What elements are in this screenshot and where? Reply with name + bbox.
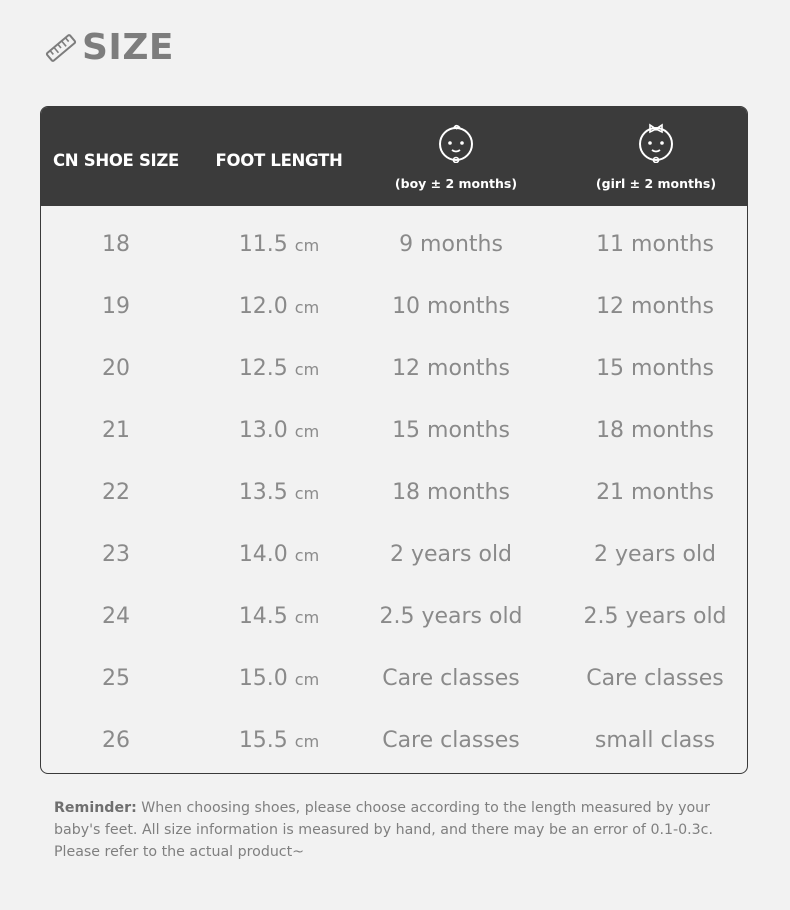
- table-row: [41, 524, 748, 586]
- baby-boy-face-icon: [435, 123, 477, 163]
- table-row: [41, 338, 748, 400]
- cell-boy-age: 2 years old: [389, 542, 513, 567]
- unit: cm: [294, 608, 320, 627]
- unit: cm: [294, 422, 320, 441]
- cell-girl-age: 12 months: [596, 294, 714, 319]
- cell-foot-length: [201, 338, 357, 400]
- cell-foot-length: [201, 214, 357, 276]
- unit: cm: [294, 670, 320, 689]
- cell-boy-age: 18 months: [392, 480, 510, 505]
- foot-length-value: 15.0: [238, 666, 288, 691]
- header-girl-label: (girl ± 2 months): [595, 176, 717, 191]
- cell-girl-age: 18 months: [596, 418, 714, 443]
- unit: cm: [294, 360, 320, 379]
- cell-foot-length: [201, 524, 357, 586]
- cell-foot-length: [201, 276, 357, 338]
- unit: cm: [294, 546, 320, 565]
- header-boy-label: (boy ± 2 months): [394, 176, 518, 191]
- page-title: SIZE: [82, 27, 175, 68]
- cell-size: 22: [102, 480, 130, 505]
- header-girl: [561, 123, 748, 191]
- foot-length-value: 13.5: [238, 480, 288, 505]
- cell-boy-age: 10 months: [392, 294, 510, 319]
- size-table: [40, 106, 748, 774]
- cell-boy-age: Care classes: [382, 728, 520, 753]
- cell-boy-age: Care classes: [382, 666, 520, 691]
- foot-length-value: 13.0: [238, 418, 288, 443]
- table-row: [41, 648, 748, 710]
- table-row: [41, 462, 748, 524]
- foot-length-value: 14.5: [238, 604, 288, 629]
- cell-boy-age: 15 months: [392, 418, 510, 443]
- cell-foot-length: [201, 586, 357, 648]
- cell-size: 20: [102, 356, 130, 381]
- cell-foot-length: [201, 710, 357, 772]
- unit: cm: [294, 298, 320, 317]
- table-header: [41, 107, 747, 206]
- size-heading: [44, 26, 174, 70]
- cell-girl-age: 11 months: [596, 232, 714, 257]
- unit: cm: [294, 236, 320, 255]
- unit: cm: [294, 732, 320, 751]
- cell-boy-age: 2.5 years old: [379, 604, 523, 629]
- cell-size: 19: [102, 294, 130, 319]
- foot-length-value: 12.0: [238, 294, 288, 319]
- cell-foot-length: [201, 462, 357, 524]
- reminder-label: Reminder:: [54, 800, 137, 816]
- reminder-text: When choosing shoes, please choose according to the length measured by your baby's feet. All size information is measured by hand, and there may be an error of 0.1-0.3c. Please refer to the actual product~: [54, 800, 713, 860]
- cell-size: 24: [102, 604, 130, 629]
- foot-length-value: 15.5: [238, 728, 288, 753]
- cell-girl-age: 21 months: [596, 480, 714, 505]
- cell-girl-age: 15 months: [596, 356, 714, 381]
- table-row: [41, 710, 748, 772]
- ruler-icon: [44, 28, 78, 68]
- cell-boy-age: 12 months: [392, 356, 510, 381]
- cell-foot-length: [201, 400, 357, 462]
- cell-size: 25: [102, 666, 130, 691]
- header-foot-length: FOOT LENGTH: [215, 151, 343, 170]
- reminder-note: [54, 797, 744, 863]
- header-cn-shoe-size: CN SHOE SIZE: [52, 151, 180, 170]
- cell-foot-length: [201, 648, 357, 710]
- unit: cm: [294, 484, 320, 503]
- cell-size: 18: [102, 232, 130, 257]
- cell-girl-age: 2 years old: [593, 542, 717, 567]
- table-row: [41, 276, 748, 338]
- cell-girl-age: Care classes: [586, 666, 724, 691]
- foot-length-value: 14.0: [238, 542, 288, 567]
- cell-girl-age: small class: [594, 728, 716, 753]
- cell-size: 23: [102, 542, 130, 567]
- cell-size: 21: [102, 418, 130, 443]
- cell-size: 26: [102, 728, 130, 753]
- table-row: [41, 586, 748, 648]
- foot-length-value: 12.5: [238, 356, 288, 381]
- foot-length-value: 11.5: [238, 232, 288, 257]
- table-row: [41, 400, 748, 462]
- cell-girl-age: 2.5 years old: [583, 604, 727, 629]
- cell-boy-age: 9 months: [399, 232, 503, 257]
- table-row: [41, 214, 748, 276]
- baby-girl-face-icon: [635, 123, 677, 163]
- header-boy: [361, 123, 551, 191]
